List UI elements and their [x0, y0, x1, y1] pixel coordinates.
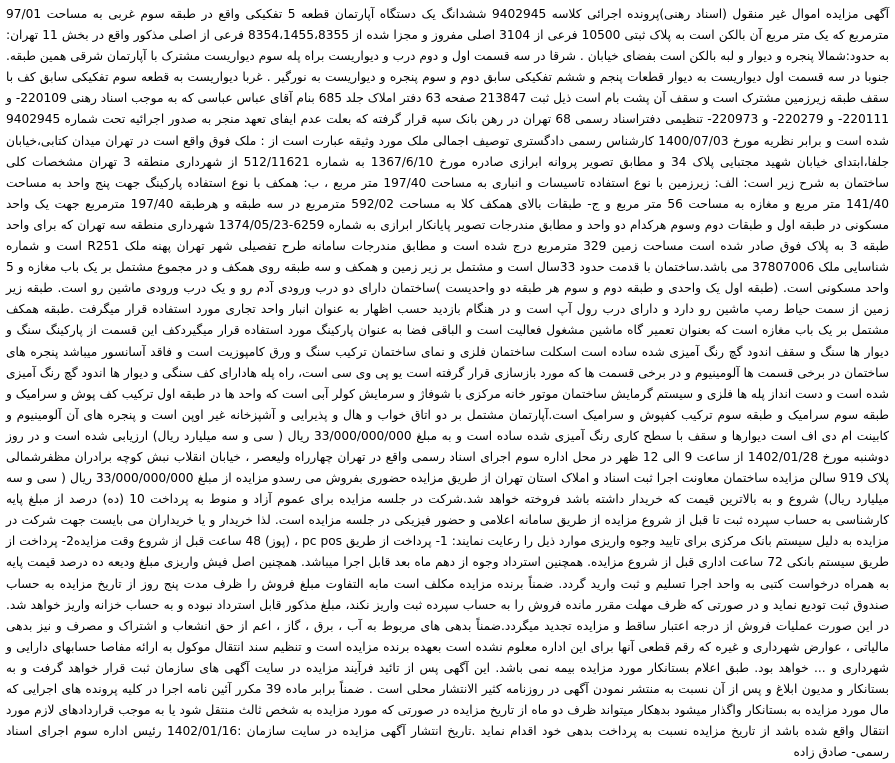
auction-notice-body: آگهی مزایده اموال غیر منقول (اسناد رهنی)پرونده اجرائی کلاسه 9402945 ششدانگ یک دستگاه آپارتمان قطعه 5 تفکیکی واقع در طبقه سوم غربی به مساحت 97/01 مترمربع که یک متر مربع آن بالکن است به پلاک ثبتی 10500 فرعی از 3104 اصلی مفروز و مجزا شده از 8354،1455،8355 فرعی از اصلی مذکور واقع در بخش 11 تهران: به حدود:شمالا پنجره و دیوار و لبه بالکن است بفضای خیابان . شرقا در سه قسمت اول و دوم درب و دیواریست براه پله سوم دیواریست مشترک با آپارتمان شرقی همین طبقه. جنوبا در سه قسمت اول دیواریست به دیوار قطعات پنجم و ششم تفکیکی سابق دوم و سوم پنجره و دیواریست به نورگیر . غربا دیواریست به قطعه سوم تفکیکی سابق کف با سقف طبقه زیرزمین مشترک است و سقف آن پشت بام است ذیل ثبت 213847 صفحه 63 دفتر املاک جلد 685 بنام آقای عباس عباسی که به موجب اسناد رهنی 220109- و 220111- و 220279- و 220973- تنظیمی دفتراسناد رسمی 68 تهران در رهن بانک سپه قرار گرفته که بعلت عدم ایفای تعهد منجر به صدور اجرائیه تحت شماره 9402945 شده است و برابر نظریه مورخ 1400/07/03 کارشناس رسمی دادگستری توصیف اجمالی ملک مورد وثیقه عبارت است از : ملک فوق واقع است در تهران میدان کتابی،خیابان جلفا،ابتدای خیابان شهید مجتبایی پلاک 34 و مطابق تصویر پروانه ابرازی صادره مورخ 1367/6/10 به شماره 512/11621 از شهرداری منطقه 3 تهران مشخصات کلی ساختمان به شرح زیر است: الف: زیرزمین با نوع استفاده تاسیسات و انباری به مساحت 197/40 متر مربع ، ب: همکف با نوع استفاده پارکینگ جهت پنج واحد به مساحت 141/40 متر مربع و مغازه به مساحت 56 متر مربع و ج- طبقات بالای همکف کلا به مساحت 592/02 مترمربع در سه طبقه و هرطبقه 197/40 مترمربع جهت یک واحد مسکونی در طبقه اول و طبقات دوم وسوم هرکدام دو واحد و مطابق مندرجات تصویر پایانکار ابرازی به شماره 6259-1374/05/23 شهرداری منطقه سه تهران که برای واحد طبقه 3 به پلاک فوق صادر شده است مساحت زمین 329 مترمربع درج شده است و مطابق مندرجات سامانه طرح تفصیلی شهر تهران پهنه ملک R251 است و شماره شناسایی ملک 37807006 می باشد.ساختمان با قدمت حدود 33سال است و مشتمل بر زیر زمین و همکف و سه طبقه روی همکف و در مجموع مشتمل بر یک باب مغازه و 5 واحد مسکونی است. (طبقه اول یک واحدی و طبقه دوم و سوم هر طبقه دو واحدیست )ساختمان دارای دو درب ورودی آدم رو و یک درب ورودی ماشین رو است. طبقه زیر زمین از سمت حیاط رمپ ماشین رو دارد و دارای درب رول آپ است و در هنگام بازدید حسب اظهار به عنوان انبار واحد تجاری مورد استفاده قرار میگرفت .طبقه همکف مشتمل بر یک باب مغازه است که بعنوان تعمیر گاه ماشین مشغول فعالیت است و الباقی فضا به عنوان پارکینگ مورد استفاده قرار میگیردکف این قسمت از پارکینگ سنگ و دیوار ها سنگ و سقف اندود گچ رنگ آمیزی شده ساده است اسکلت ساختمان فلزی و نمای ساختمان ترکیب سنگ و ورق کامپوزیت است و فاقد آسانسور میباشد پنجره های ساختمان در برخی قسمت ها آلومینیوم و در برخی قسمت ها که مورد بازسازی قرار گرفته است یو پی وی سی است، راه پله هادارای کف سنگی و دیوار ها اندود گچ رنگ آمیزی شده است و دست انداز پله ها فلزی و سیستم گرمایش ساختمان موتور خانه مرکزی با شوفاژ و سرمایش کولر آبی است که واحد ها در طبقه اول ترکیب کف پوش و سرامیک و طبقه سوم سرامیک و طبقه سوم ترکیب کفپوش و سرامیک است.آپارتمان مشتمل بر دو اتاق خواب و هال و پذیرایی و آشپزخانه غیر اوپن است و پنجره های آن آلومینیوم و کابینت ام دی اف است دیوارها و سقف با سطح کاری رنگ آمیزی شده ساده است و به مبلغ 33/000/000/000 ریال ( سی و سه میلیارد ریال) ارزیابی شده است و در روز دوشنبه مورخ 1402/01/28 از ساعت 9 الی 12 ظهر در محل اداره سوم اجرای اسناد رسمی واقع در تهران چهارراه ولیعصر ، خیابان انقلاب نبش کوچه برادران مظفرشمالی پلاک 919 سالن مزایده ساختمان معاونت اجرا ثبت اسناد و املاک استان تهران از طریق مزایده حضوری بفروش می رسدو مزایده از مبلغ 33/000/000/000 ریال ( سی و سه میلیارد ریال) شروع و به بالاترین قیمت که خریدار داشته باشد فروخته خواهد شد.شرکت در جلسه مزایده برای عموم آزاد و منوط به پرداخت 10 (ده) درصد از مبلغ پایه کارشناسی به حساب سپرده ثبت تا قبل از شروع مزایده از طریق سامانه اعلامی و حضور فیزیکی در جلسه مزایده است. لذا خریدار و یا خریداران می بایست جهت شرکت در مزایده به دلیل سیستم بانک مرکزی برای تایید وجوه واریزی موارد ذیل را رعایت نمایند: 1- پرداخت از طریق pc pos ، (پوز) 48 ساعت قبل از شروع وقت مزایده2- پرداخت از طریق سیستم بانکی 72 ساعت اداری قبل از شروع مزایده. همچنین استرداد وجوه از دهم ماه بعد قابل اجرا میباشد. همچنین اصل فیش واریزی مبلغ ودیعه ده درصد قیمت پایه به همراه درخواست کتبی به واحد اجرا تسلیم و ثبت وارید گردد. ضمناً برنده مزایده مکلف است مابه التفاوت مبلغ فروش را ظرف مدت پنج روز از تاریخ مزایده به حساب صندوق ثبت تودیع نماید و در صورتی که ظرف مهلت مقرر مانده فروش را به حساب سپرده ثبت واریز نکند، مبلغ مذکور قابل استرداد نبوده و به حساب خزانه واریز خواهد شد. در این صورت عملیات فروش از درجه اعتبار ساقط و مزایده تجدید میگردد.ضمناً بدهی های مربوط به آب ، برق ، گاز ، اعم از حق انشعاب و اشتراک و مصرف و نیز بدهی مالیاتی ، عوارض شهرداری و غیره که رقم قطعی آنها برای این اداره معلوم نشده است بعهده برنده مزایده است و تنظیم سند انتقال موکول به ارائه مفاصا حسابهای دارایی و شهرداری و ... خواهد بود. طبق اعلام بستانکار مورد مزایده بیمه نمی باشد. این آگهی پس از تائید فرآیند مزایده در سایت آگهی های سازمان ثبت قرار خواهد گرفت و به بستانکار و مدیون ابلاغ و پس از آن نسبت به منتشر نمودن آگهی در روزنامه کثیر الانتشار محلی است . ضمناً برابر ماده 39 مکرر آئین نامه اجرا در کلیه پرونده های اجرایی که مال مورد مزایده به بستانکار واگذار میشود بدهکار میتواند ظرف دو ماه از تاریخ مزایده در صورتی که مورد مزایده به شخص ثالث منتقل شود یا به موجب قراردادهای لازم مورد انتقال واقع شده باشد از تاریخ مزایده نسبت به پرداخت بدهی خود اقدام نماید .تاریخ انتشار آگهی مزایده در سایت سازمان :1402/01/16 رئیس اداره سوم اجرای اسناد رسمی- صادق زاده [6, 7, 890, 760]
